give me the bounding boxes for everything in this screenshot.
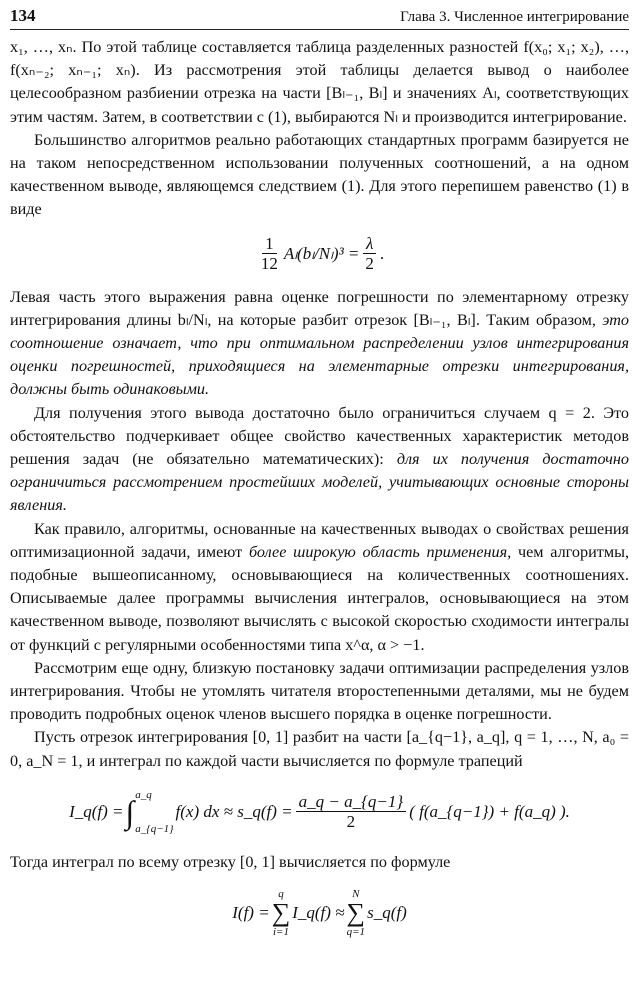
fraction-lambda-2: $\frac{\lambda}{2}$ <box>362 234 377 273</box>
emphasis-models: для их получения достаточно ограничиться рассмотрением простейших моделей, учитывающих основные стороны явления. <box>10 450 629 515</box>
formula-trapezoid: I_q(f) = ∫ a_q a_{q−1} f(x) dx ≈ s_q(f) = $\frac{a\_q - a\_\{q-1\}}{2}$ ( f(a_{q−1}) + f(a_q) ). <box>69 788 570 835</box>
integral-sign: ∫ a_q a_{q−1} <box>125 788 174 835</box>
emphasis-area: более широкую область применения, <box>248 542 512 561</box>
formula-1-middle: Aₗ(bₗ/Nₗ)³ = <box>283 243 360 263</box>
page-number: 134 <box>10 6 36 25</box>
paragraph-4: Для получения этого вывода достаточно было ограничиться случаем q = 2. Это обстоятельство подчеркивает общее свойство качественных характеристик методов решения задач (не обязательно математических): для их получения достаточно ограничиться рассмотрением простейших моделей, учитывающих основные стороны явления. <box>10 403 629 515</box>
paragraph-7: Пусть отрезок интегрирования [0, 1] разбит на части [a_{q−1}, a_q], q = 1, …, N, a₀ = 0, a_N = 1, и интеграл по каждой части вычисляется по формуле трапеций <box>10 728 629 770</box>
sum-sign-2: N ∑ q=1 <box>346 888 366 939</box>
chapter-title: Глава 3. Численное интегрирование <box>400 9 629 25</box>
formula-1: $\frac{1}{12}$ Aₗ(bₗ/Nₗ)³ = $\frac{\lambda}{2}$ . <box>10 226 629 282</box>
paragraph-8: Тогда интеграл по всему отрезку [0, 1] вычисляется по формуле <box>10 852 451 871</box>
paragraph-6: Рассмотрим еще одну, близкую постановку задачи оптимизации распределения узлов интегрирования. Чтобы не утомлять читателя второстепенными деталями, мы не будем проводить подробных оценок членов высшего порядка в оценке погрешности. <box>10 658 629 724</box>
formula-total: I(f) = q ∑ i=1 I_q(f) ≈ N ∑ q=1 s_q(f) <box>232 888 407 939</box>
paragraph-3: Левая часть этого выражения равна оценке погрешности по элементарному отрезку интегрирования длины bₗ/Nₗ, на которые разбит отрезок [Bₗ₋₁, Bₗ]. Таким образом, это соотношение означает, что при оптимальном распределении узлов интегрирования оценки погрешностей, приходящиеся на элементарные отрезки интегрирования, должны быть одинаковыми. <box>10 287 629 399</box>
sum-sign-1: q ∑ i=1 <box>271 888 291 939</box>
emphasis-conclusion: это соотношение означает, что при оптимальном распределении узлов интегрирования оценки погрешностей, приходящиеся на элементарные отрезки интегрирования, должны быть одинаковыми. <box>10 310 629 399</box>
paragraph-1: x₁, …, xₙ. По этой таблице составляется таблица разделенных разностей f(x₀; x₁; x₂), …, f(xₙ₋₂; xₙ₋₁; xₙ). Из рассмотрения этой таблицы делается вывод о наиболее целесообразном разбиении отрезка на части [Bₗ₋₁, Bₗ] и значениях Aₗ, соответствующих этим частям. Затем, в соответствии с (1), выбираются Nₗ и производится интегрирование. <box>10 38 629 126</box>
fraction-step: $\frac{a\_q - a\_\{q-1\}}{2}$ <box>296 792 407 831</box>
running-header <box>10 6 629 30</box>
fraction-1-12: $\frac{1}{12}$ <box>260 234 278 274</box>
paragraph-5: Как правило, алгоритмы, основанные на качественных выводах о свойствах решения оптимизационной задачи, имеют более широкую область применения, чем алгоритмы, подобные вышеописанному, основывающиеся на количественных соотношениях. Описываемые далее программы вычисления интегралов, основывающиеся на этом качественном выводе, позволяют вычислять с высокой скоростью сходимости интегралы от функций с регулярными особенностями типа x^α, α > −1. <box>10 519 629 654</box>
paragraph-2: Большинство алгоритмов реально работающих стандартных программ базируется не на таком непосредственном использовании полученных соотношений, а на одном качественном выводе, являющемся следствием (1). Для этого перепишем равенство (1) в виде <box>10 130 629 219</box>
